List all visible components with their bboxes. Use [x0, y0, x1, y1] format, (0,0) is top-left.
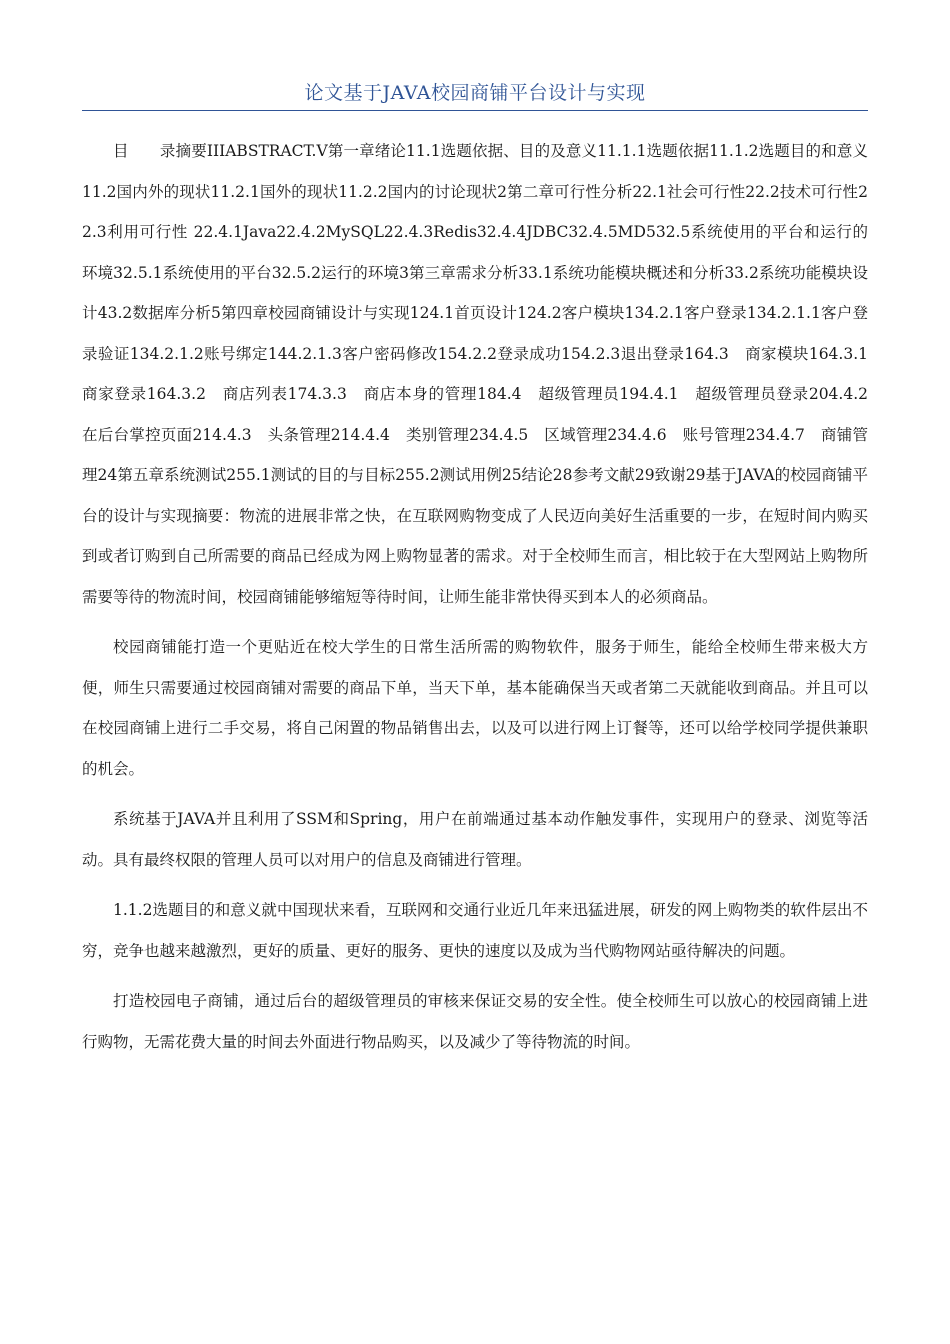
- document-body: [82, 131, 884, 1062]
- header-divider: [82, 110, 868, 111]
- paragraph-security: 打造校园电子商铺，通过后台的超级管理员的审核来保证交易的安全性。使全校师生可以放心的校园商铺上进行购物，无需花费大量的时间去外面进行物品购买，以及减少了等待物流的时间。: [82, 992, 868, 1051]
- paragraph-toc-abstract: 目 录摘要IIIABSTRACT.V第一章绪论11.1选题依据、目的及意义11.1.1选题依据11.1.2选题目的和意义11.2国内外的现状11.2.1国外的现状11.2.2国内的讨论现状2第二章可行性分析22.1社会可行性22.2技术可行性22.3利用可行性 22.4.1Java22.4.2MySQL22.4.3Redis32.4.4JDBC32.4.5MD532.5系统使用的平台和运行的环境32.5.1系统使用的平台32.5.2运行的环境3第三章需求分析33.1系统功能模块概述和分析33.2系统功能模块设计43.2数据库分析5第四章校园商铺设计与实现124.1首页设计124.2客户模块134.2.1客户登录134.2.1.1客户登录验证134.2.1.2账号绑定144.2.1.3客户密码修改154.2.2登录成功154.2.3退出登录164.3 商家模块164.3.1 商家登录164.3.2 商店列表174.3.3 商店本身的管理184.4 超级管理员194.4.1 超级管理员登录204.4.2 在后台掌控页面214.4.3 头条管理214.4.4 类别管理234.4.5 区域管理234.4.6 账号管理234.4.7 商铺管理24第五章系统测试255.1测试的目的与目标255.2测试用例25结论28参考文献29致谢29基于JAVA的校园商铺平台的设计与实现摘要：物流的进展非常之快，在互联网购物变成了人民迈向美好生活重要的一步，在短时间内购买到或者订购到自己所需要的商品已经成为网上购物显著的需求。对于全校师生而言，相比较于在大型网站上购物所需要等待的物流时间，校园商铺能够缩短等待时间，让师生能非常快得买到本人的必须商品。: [82, 142, 884, 606]
- running-header-title: 论文基于JAVA校园商铺平台设计与实现: [304, 82, 646, 104]
- paragraph-campus-shop-intro: 校园商铺能打造一个更贴近在校大学生的日常生活所需的购物软件，服务于师生，能给全校师生带来极大方便，师生只需要通过校园商铺对需要的商品下单，当天下单，基本能确保当天或者第二天就能收到商品。并且可以在校园商铺上进行二手交易，将自己闲置的物品销售出去，以及可以进行网上订餐等，还可以给学校同学提供兼职的机会。: [82, 638, 868, 778]
- document-page: [82, 78, 884, 1062]
- paragraph-purpose-significance: 1.1.2选题目的和意义就中国现状来看，互联网和交通行业近几年来迅猛进展，研发的网上购物类的软件层出不穷，竞争也越来越激烈，更好的质量、更好的服务、更快的速度以及成为当代购物网站亟待解决的问题。: [82, 901, 868, 960]
- paragraph-system-tech: 系统基于JAVA并且利用了SSM和Spring，用户在前端通过基本动作触发事件，实现用户的登录、浏览等活动。具有最终权限的管理人员可以对用户的信息及商铺进行管理。: [82, 810, 868, 869]
